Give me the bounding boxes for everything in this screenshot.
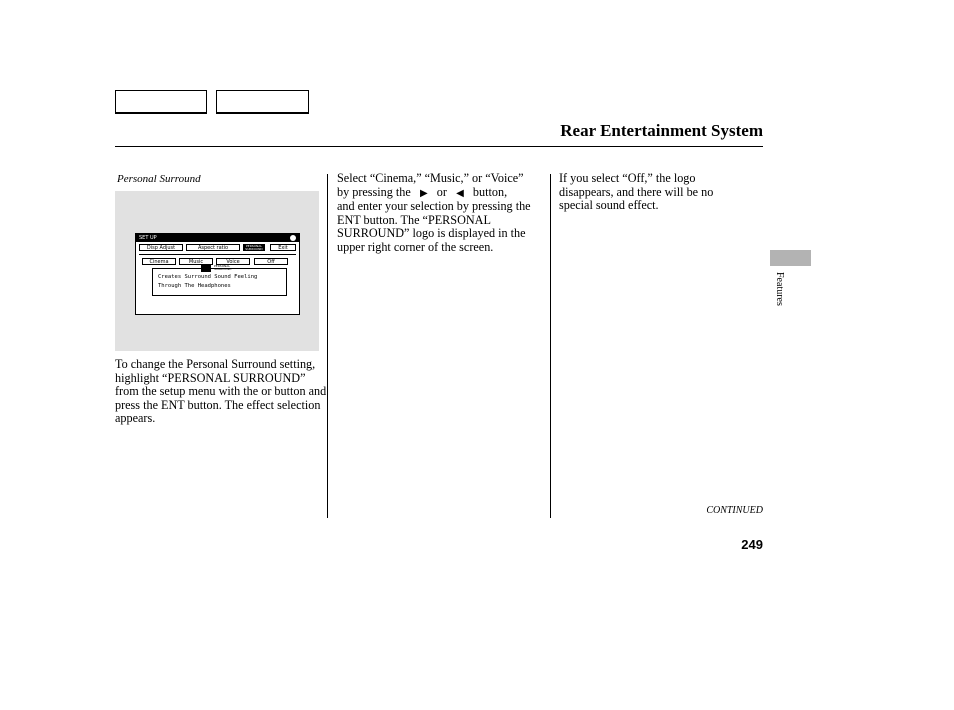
- middle-line-2-start: by pressing the: [337, 184, 411, 199]
- right-arrow-icon: ▶: [419, 187, 428, 199]
- screen-logo-icon: [290, 235, 296, 241]
- screen-title-bar: [136, 234, 299, 242]
- middle-line-2-end: button,: [472, 184, 508, 199]
- screen-figure: [115, 191, 319, 351]
- screen-divider: [139, 254, 296, 255]
- middle-line-2-or: or: [436, 184, 447, 199]
- middle-column-text: [337, 172, 545, 254]
- option-cinema: Cinema: [142, 258, 176, 265]
- header-tab-box-2: [216, 90, 309, 114]
- left-arrow-icon: ◀: [456, 187, 464, 199]
- menu-disp-adjust: Disp Adjust: [139, 244, 183, 251]
- page-number: 249: [741, 537, 763, 552]
- figure-caption: Personal Surround: [117, 173, 201, 185]
- column-divider-2: [550, 174, 551, 518]
- middle-line-2: [337, 186, 545, 201]
- option-off: Off: [254, 258, 288, 265]
- middle-line-1: Select “Cinema,” “Music,” or “Voice”: [337, 171, 524, 185]
- option-music: Music: [179, 258, 213, 265]
- menu-personal-surround: PERSONAL SURROUND: [243, 244, 265, 251]
- surround-logo-icon: [201, 265, 211, 272]
- header-rule: [115, 146, 763, 147]
- menu-aspect-ratio: Aspect ratio: [186, 244, 240, 251]
- menu-exit: Exit: [270, 244, 296, 251]
- section-tab-marker: [770, 250, 811, 266]
- option-voice: Voice: [216, 258, 250, 265]
- right-column-text: If you select “Off,” the logo disappears, and there will be no special sound effect.: [559, 171, 714, 212]
- screen-message-line-2: Through The Headphones: [158, 283, 231, 289]
- header-tab-box-1: [115, 90, 207, 114]
- surround-logo-label: PERSONAL SURROUND: [214, 264, 232, 271]
- screen-message-line-1: Creates Surround Sound Feeling: [158, 274, 258, 280]
- middle-rest: and enter your selection by pressing the ENT button. The “PERSONAL SURROUND” logo is displayed in the upper right corner of the screen.: [337, 199, 531, 254]
- column-divider-1: [327, 174, 328, 518]
- setup-screen: [135, 233, 300, 315]
- continued-label: CONTINUED: [706, 505, 763, 516]
- page-title: Rear Entertainment System: [560, 121, 763, 140]
- left-column-text: To change the Personal Surround setting, highlight “PERSONAL SURROUND” from the setup menu with the or button and press the ENT button. The effect selection appears.: [115, 357, 327, 425]
- screen-title: SET UP: [139, 235, 157, 241]
- screen-message-box: [152, 264, 287, 296]
- section-side-label: Features: [774, 272, 785, 306]
